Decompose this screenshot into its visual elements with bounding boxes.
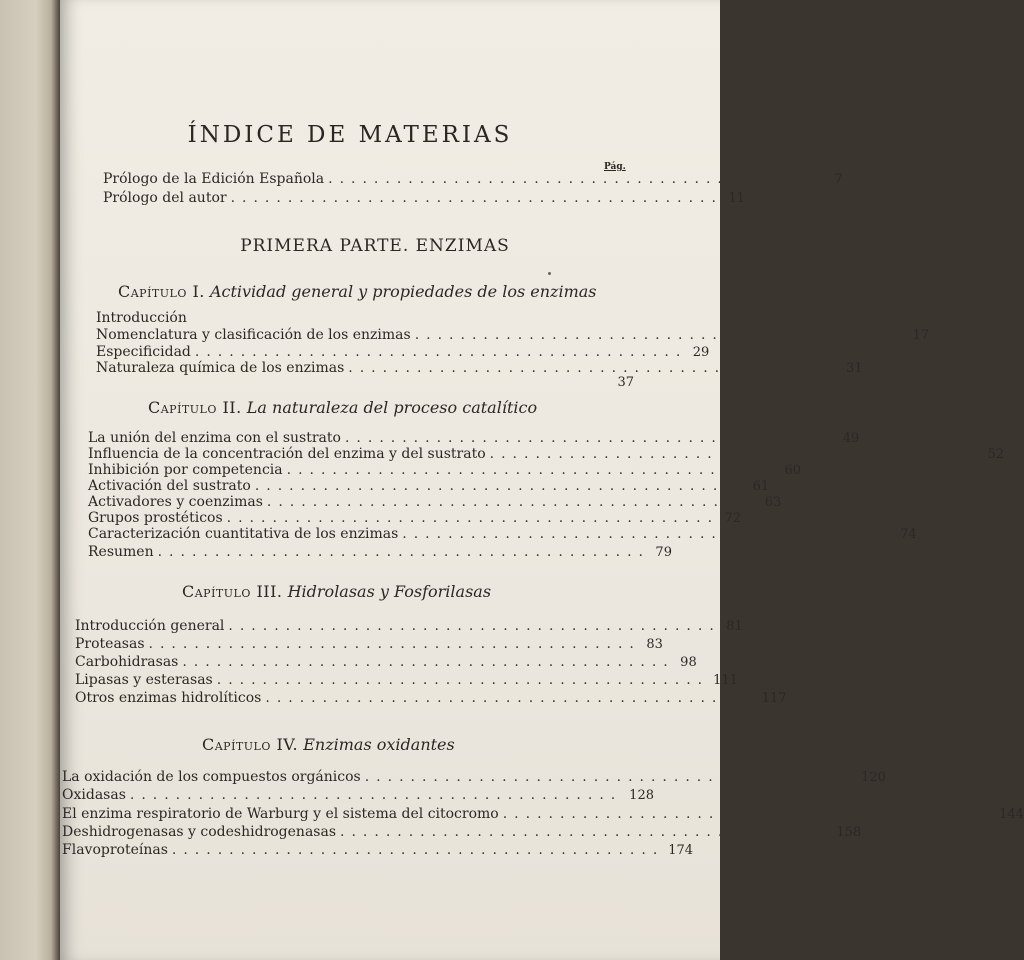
leader-dots: ........................................... bbox=[148, 636, 641, 652]
toc-entry bbox=[96, 375, 634, 391]
book-spine-edge bbox=[0, 0, 60, 960]
toc-entry bbox=[62, 769, 886, 786]
entry-label: Activadores y coenzimas bbox=[88, 494, 263, 510]
leader-dots: ........................................... bbox=[228, 618, 721, 634]
paper-speck bbox=[548, 272, 551, 275]
leader-dots: ........................................... bbox=[328, 171, 821, 187]
leader-dots: ........................................... bbox=[266, 494, 760, 510]
index-title: ÍNDICE DE MATERIAS bbox=[187, 122, 513, 148]
chapter-title: La naturaleza del proceso catalítico bbox=[246, 398, 538, 417]
entry-label: Proteasas bbox=[75, 636, 145, 652]
leader-dots: ........................................... bbox=[226, 510, 720, 526]
entry-page: 144 bbox=[999, 807, 1024, 822]
entry-page: 7 bbox=[834, 172, 843, 187]
entry-page: 29 bbox=[692, 345, 710, 360]
leader-dots: ........................................... bbox=[502, 806, 996, 822]
toc-entry bbox=[75, 636, 663, 653]
entry-page: 128 bbox=[629, 788, 654, 803]
leader-dots: ........................................... bbox=[216, 672, 710, 688]
entry-label: Resumen bbox=[88, 544, 154, 560]
entry-label: Deshidrogenasas y codeshidrogenasas bbox=[62, 824, 337, 840]
leader-dots: ........................................... bbox=[129, 787, 623, 803]
leader-dots: ........................................... bbox=[265, 690, 758, 706]
entry-page: 174 bbox=[668, 843, 694, 858]
entry-page: 111 bbox=[713, 673, 738, 688]
leader-dots: ........................................... bbox=[182, 654, 675, 670]
entry-page: 83 bbox=[646, 637, 663, 652]
leader-dots: ........................................... bbox=[489, 446, 982, 462]
entry-page: 17 bbox=[912, 328, 930, 343]
entry-page: 74 bbox=[900, 527, 917, 542]
toc-entry bbox=[75, 672, 738, 689]
entry-page: 31 bbox=[846, 361, 863, 376]
toc-entry bbox=[88, 478, 770, 495]
toc-entry bbox=[88, 526, 917, 543]
entry-page: 52 bbox=[987, 447, 1004, 462]
toc-entry bbox=[88, 494, 782, 511]
chapter-number: Capítulo I. bbox=[118, 282, 205, 301]
leader-dots: ........................................... bbox=[286, 462, 779, 478]
leader-dots: ........................................... bbox=[414, 327, 908, 343]
toc-entry bbox=[62, 806, 1024, 823]
part-heading: PRIMERA PARTE. ENZIMAS bbox=[240, 236, 510, 256]
entry-page: 79 bbox=[655, 545, 672, 560]
page-column-label: Pág. bbox=[604, 162, 626, 172]
leader-dots: ........................................... bbox=[344, 430, 838, 446]
entry-label: Grupos prostéticos bbox=[88, 510, 223, 526]
leader-dots: ........................................... bbox=[348, 360, 841, 376]
chapter-number: Capítulo III. bbox=[182, 582, 283, 601]
entry-label: Especificidad bbox=[96, 344, 191, 360]
leader-dots: ........................................... bbox=[157, 544, 650, 560]
entry-label: Oxidasas bbox=[62, 787, 126, 803]
entry-label: Prólogo del autor bbox=[103, 190, 227, 206]
toc-entry bbox=[75, 690, 787, 707]
leader-dots: ........................................... bbox=[171, 842, 665, 858]
toc-entry bbox=[88, 510, 742, 527]
entry-label: Otros enzimas hidrolíticos bbox=[75, 690, 262, 706]
toc-entry-prologue-spanish bbox=[103, 171, 843, 188]
entry-label: Inhibición por competencia bbox=[88, 462, 283, 478]
entry-label: La unión del enzima con el sustrato bbox=[88, 430, 341, 446]
chapter-title: Actividad general y propiedades de los enzimas bbox=[209, 282, 597, 301]
leader-dots: ........................................... bbox=[340, 824, 833, 840]
toc-entry bbox=[62, 787, 654, 804]
entry-page: 49 bbox=[842, 431, 860, 446]
entry-page: 60 bbox=[784, 463, 801, 478]
entry-page: 61 bbox=[752, 479, 770, 494]
entry-page: 11 bbox=[728, 191, 745, 206]
toc-entry bbox=[88, 462, 801, 479]
leader-dots: ........................................... bbox=[194, 344, 688, 360]
leader-dots: ........................................... bbox=[254, 478, 748, 494]
toc-entry bbox=[96, 327, 930, 344]
chapter-number: Capítulo IV. bbox=[202, 735, 299, 754]
chapter-heading-3 bbox=[182, 582, 491, 601]
toc-entry bbox=[96, 310, 634, 326]
toc-entry-prologue-author bbox=[103, 190, 745, 207]
leader-dots: ........................................... bbox=[364, 769, 858, 785]
entry-page: 120 bbox=[861, 770, 886, 785]
chapter-heading-4 bbox=[202, 735, 455, 754]
toc-entry bbox=[88, 446, 1004, 463]
entry-label: Nomenclatura y clasificación de los enzimas bbox=[96, 327, 411, 343]
chapter-title: Hidrolasas y Fosforilasas bbox=[287, 582, 492, 601]
entry-label: Carbohidrasas bbox=[75, 654, 179, 670]
entry-page: 98 bbox=[680, 655, 697, 670]
entry-label: Flavoproteínas bbox=[62, 842, 168, 858]
entry-page: 72 bbox=[724, 511, 742, 526]
entry-label: Lipasas y esterasas bbox=[75, 672, 213, 688]
entry-label: Introducción general bbox=[75, 618, 225, 634]
toc-entry bbox=[62, 824, 862, 841]
entry-page: 37 bbox=[617, 375, 634, 390]
entry-page: 117 bbox=[761, 691, 787, 706]
entry-page: 158 bbox=[836, 825, 862, 840]
entry-page: 63 bbox=[764, 495, 782, 510]
toc-entry bbox=[62, 842, 694, 859]
toc-entry bbox=[75, 654, 697, 671]
entry-label: Prólogo de la Edición Española bbox=[103, 171, 325, 187]
entry-label: La oxidación de los compuestos orgánicos bbox=[62, 769, 361, 785]
toc-entry bbox=[88, 544, 672, 561]
entry-page: 81 bbox=[726, 619, 743, 634]
entry-label: Influencia de la concentración del enzima y del sustrato bbox=[88, 446, 486, 462]
chapter-number: Capítulo II. bbox=[148, 398, 242, 417]
entry-label: Caracterización cuantitativa de los enzimas bbox=[88, 526, 399, 542]
toc-entry bbox=[88, 430, 860, 447]
leader-dots: ........................................... bbox=[230, 190, 723, 206]
chapter-title: Enzimas oxidantes bbox=[303, 735, 455, 754]
entry-label: Introducción bbox=[96, 310, 187, 326]
leader-dots: ........................................... bbox=[402, 526, 895, 542]
toc-entry bbox=[96, 344, 710, 361]
chapter-heading-1 bbox=[118, 282, 597, 301]
chapter-heading-2 bbox=[148, 398, 537, 417]
entry-label: Naturaleza química de los enzimas bbox=[96, 360, 345, 376]
toc-entry bbox=[75, 618, 743, 635]
entry-label: El enzima respiratorio de Warburg y el sistema del citocromo bbox=[62, 806, 499, 822]
entry-label: Activación del sustrato bbox=[88, 478, 251, 494]
